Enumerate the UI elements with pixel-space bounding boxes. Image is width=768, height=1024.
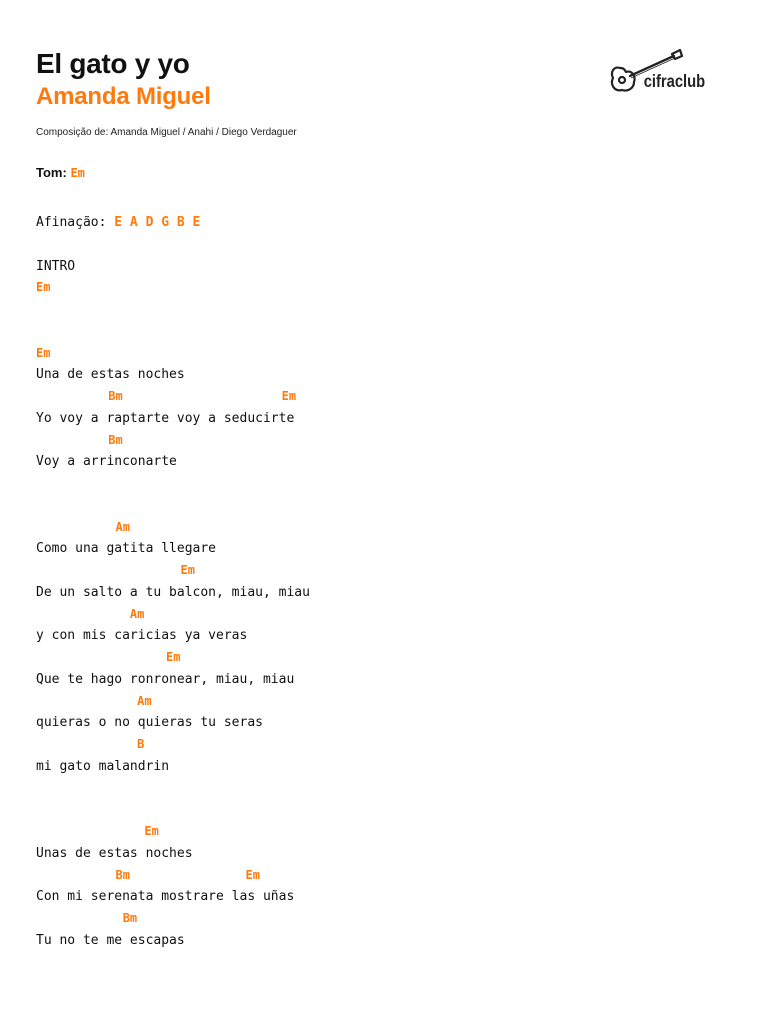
tuning-notes[interactable]: E A D G B E — [114, 215, 201, 230]
lyric-line: Una de estas noches — [36, 367, 185, 383]
chord-line[interactable]: Am — [36, 693, 152, 708]
chord-line[interactable]: Em — [36, 563, 195, 577]
lyric-line: mi gato malandrin — [36, 758, 170, 774]
chord-line[interactable]: B — [36, 737, 145, 751]
composition-credits: Composição de: Amanda Miguel / Anahi / Diego Verdaguer — [36, 127, 297, 138]
chord-line[interactable]: Bm Em — [36, 867, 260, 882]
chord-line[interactable]: Bm Em — [36, 389, 297, 403]
lyric-line: Con mi serenata mostrare las uñas — [36, 889, 295, 905]
blank-line — [36, 234, 310, 256]
blank-line — [36, 321, 310, 343]
chord-line[interactable]: Bm — [36, 911, 138, 925]
key-label: Tom: — [36, 165, 67, 180]
artist-name[interactable]: Amanda Miguel — [36, 83, 211, 110]
chord-line[interactable]: Am — [36, 519, 130, 534]
logo-wordmark: cifraclub — [643, 71, 706, 92]
chord-line[interactable]: Em — [36, 824, 159, 838]
blank-line — [36, 495, 310, 517]
chord-sheet — [36, 212, 310, 952]
lyric-line: quieras o no quieras tu seras — [36, 715, 263, 731]
chord-line[interactable]: Em — [36, 650, 181, 664]
blank-line — [36, 799, 310, 821]
tuning-line — [36, 212, 310, 234]
chord-line[interactable]: Bm — [36, 432, 123, 447]
chord-line[interactable]: Am — [36, 606, 145, 621]
tuning-label: Afinação: — [36, 215, 107, 230]
lyric-line: Que te hago ronronear, miau, miau — [36, 671, 295, 687]
lyric-line: De un salto a tu balcon, miau, miau — [36, 584, 310, 600]
guitar-logo-icon — [606, 46, 726, 102]
lyric-line: Como una gatita llegare — [36, 541, 217, 557]
chord-line[interactable]: Em — [36, 345, 51, 360]
lyric-line: y con mis caricias ya veras — [36, 628, 248, 644]
chord-line[interactable]: Em — [36, 280, 51, 295]
lyric-line: Tu no te me escapas — [36, 932, 185, 948]
blank-line — [36, 473, 310, 495]
key-chord[interactable]: Em — [70, 166, 85, 180]
song-key — [36, 164, 85, 182]
lyric-line: Unas de estas noches — [36, 845, 193, 861]
song-title: El gato y yo — [36, 48, 190, 79]
blank-line — [36, 778, 310, 800]
lyric-line: INTRO — [36, 258, 76, 274]
cifraclub-logo[interactable] — [606, 46, 726, 102]
lyric-line: Voy a arrinconarte — [36, 454, 177, 470]
blank-line — [36, 299, 310, 321]
lyric-line: Yo voy a raptarte voy a seducirte — [36, 410, 295, 426]
